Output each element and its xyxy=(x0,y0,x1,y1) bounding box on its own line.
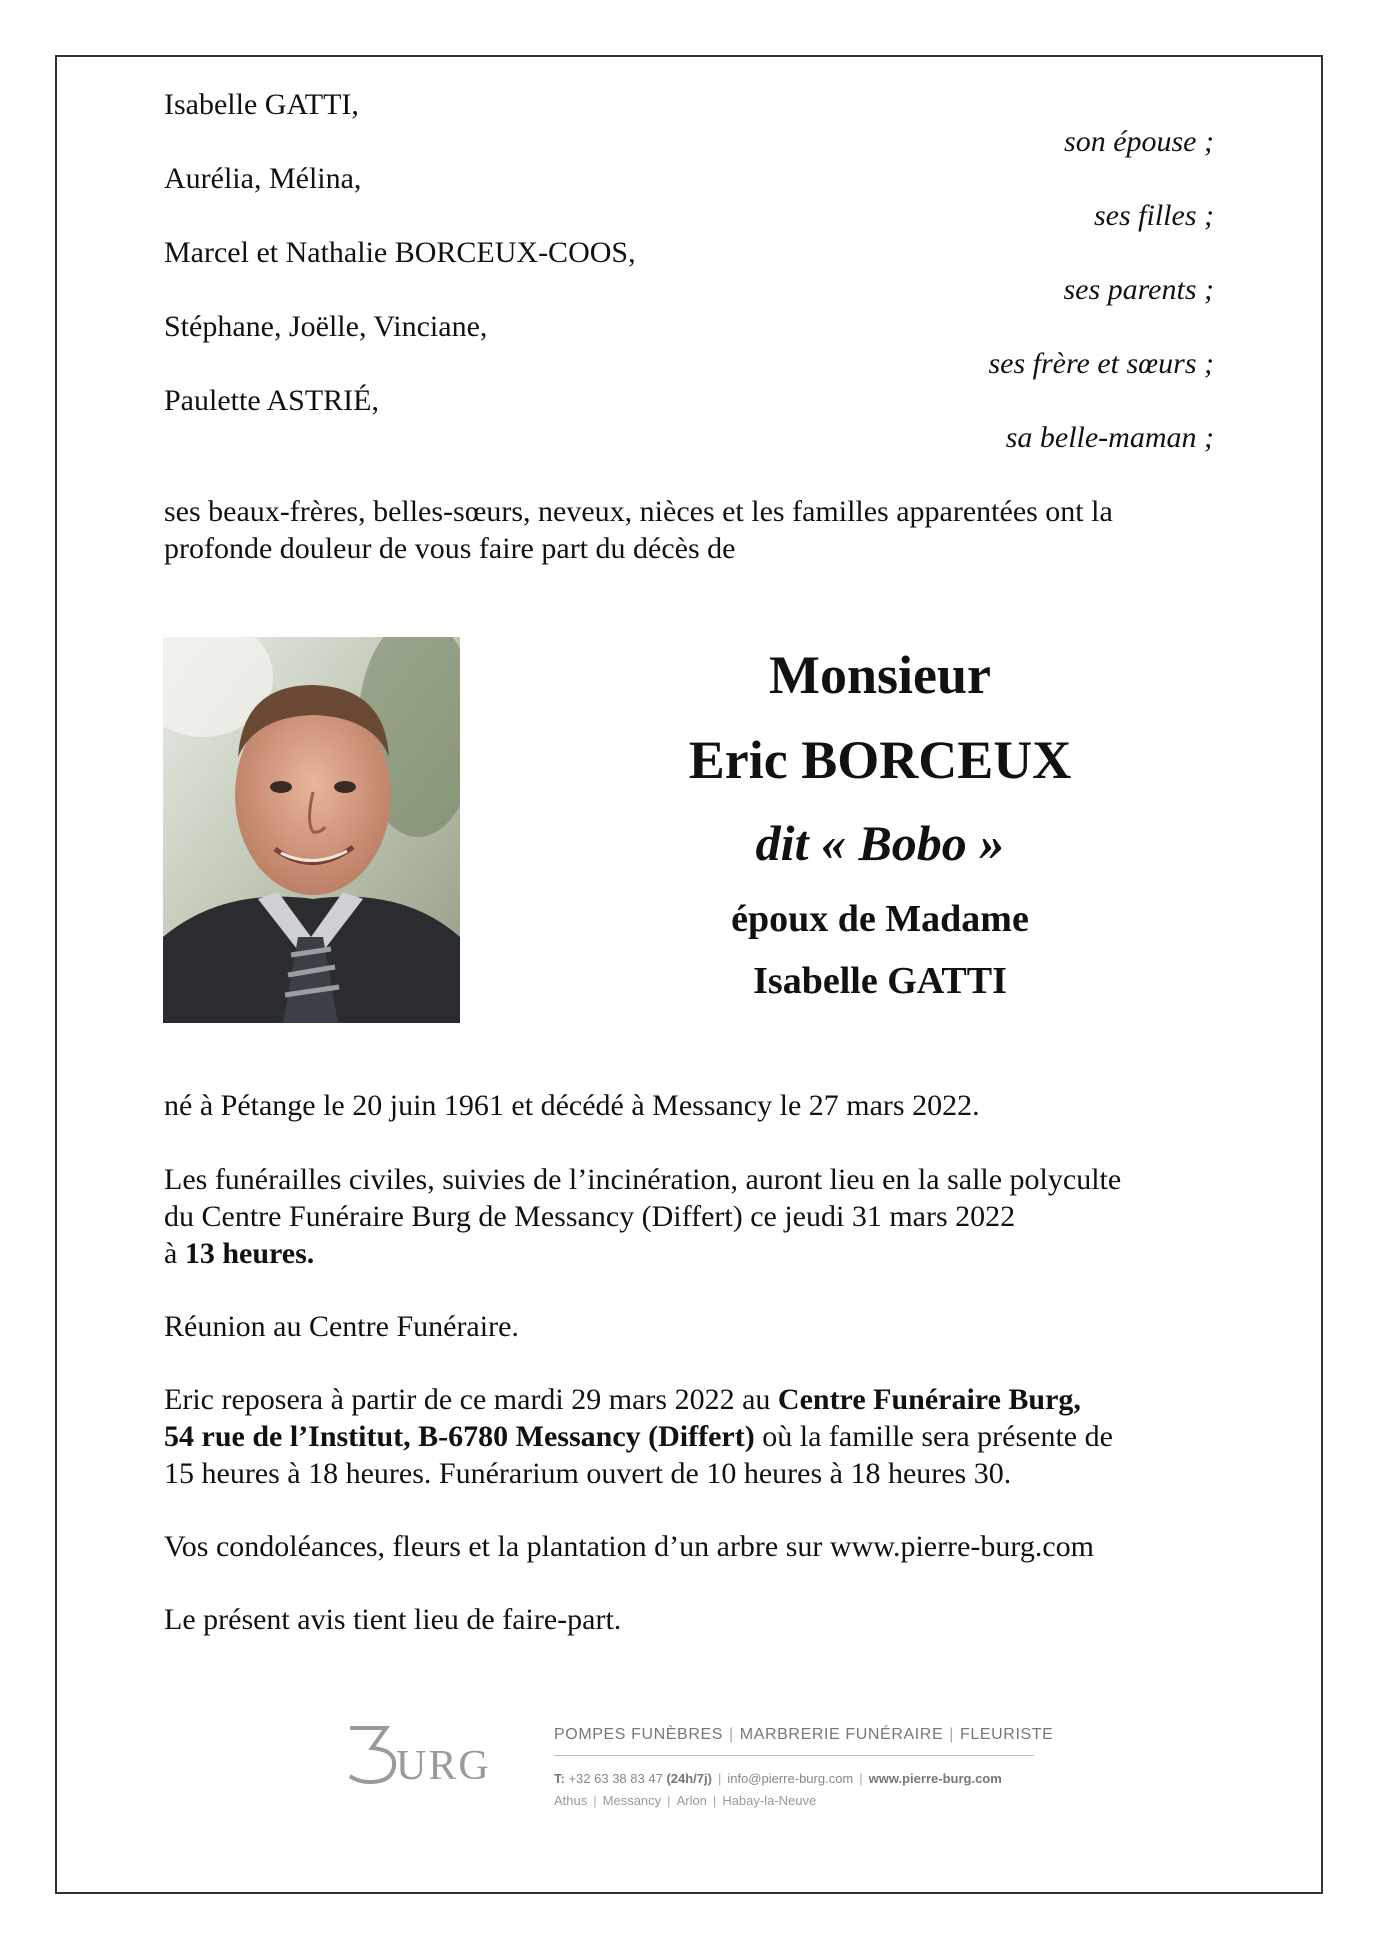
reunion-line: Réunion au Centre Funéraire. xyxy=(164,1310,519,1343)
deceased-name: Eric BORCEUX xyxy=(688,730,1072,790)
intro-line-2: profonde douleur de vous faire part du décès de xyxy=(164,532,736,565)
family-relation-parents: ses parents ; xyxy=(1063,273,1214,306)
footer-divider xyxy=(554,1755,1034,1756)
birth-death-line: né à Pétange le 20 juin 1961 et décédé à Messancy le 27 mars 2022. xyxy=(164,1089,980,1122)
visitation-line-2 xyxy=(164,1418,1113,1455)
town-messancy: Messancy xyxy=(602,1793,662,1808)
family-names-siblings: Stéphane, Joëlle, Vinciane, xyxy=(164,310,488,343)
town-habay: Habay-la-Neuve xyxy=(722,1793,817,1808)
email-link[interactable]: info@pierre-burg.com xyxy=(727,1771,854,1786)
footer-contact: T: +32 63 38 83 47 (24h/7j) | info@pierre-burg.com | www.pierre-burg.com xyxy=(554,1771,1002,1786)
visitation-venue: Centre Funéraire Burg, xyxy=(777,1383,1081,1416)
phone-hours: (24h/7j) xyxy=(666,1771,712,1786)
footer-towns: Athus | Messancy | Arlon | Habay-la-Neuve xyxy=(554,1793,817,1808)
website-link[interactable]: www.pierre-burg.com xyxy=(868,1771,1002,1786)
town-arlon: Arlon xyxy=(676,1793,707,1808)
funeral-time-prefix: à xyxy=(164,1237,185,1270)
funeral-line-1: Les funérailles civiles, suivies de l’incinération, auront lieu en la salle polyculte xyxy=(164,1163,1122,1196)
family-relation-mother-in-law: sa belle-maman ; xyxy=(1005,421,1214,454)
spouse-line-1: époux de Madame xyxy=(731,898,1029,940)
phone-number: +32 63 38 83 47 xyxy=(568,1771,663,1786)
burg-logo xyxy=(348,1724,508,1784)
visitation-address: 54 rue de l’Institut, B-6780 Messancy (Differt) xyxy=(164,1420,755,1453)
funeral-line-3 xyxy=(164,1235,314,1272)
deceased-title: Monsieur xyxy=(769,645,991,705)
family-names-mother-in-law: Paulette ASTRIÉ, xyxy=(164,384,379,417)
service-florist: FLEURISTE xyxy=(960,1726,1054,1743)
funeral-line-2: du Centre Funéraire Burg de Messancy (Differt) ce jeudi 31 mars 2022 xyxy=(164,1200,1016,1233)
service-funeral: POMPES FUNÈBRES xyxy=(554,1726,724,1743)
service-masonry: MARBRERIE FUNÉRAIRE xyxy=(739,1726,944,1743)
visitation-line-1 xyxy=(164,1381,1081,1418)
family-relation-daughters: ses filles ; xyxy=(1094,199,1214,232)
visitation-text-2: où la famille sera présente de xyxy=(754,1420,1113,1453)
visitation-text: Eric reposera à partir de ce mardi 29 mars 2022 au xyxy=(164,1383,778,1416)
family-names-daughters: Aurélia, Mélina, xyxy=(164,162,362,195)
funeral-time: 13 heures. xyxy=(184,1237,315,1270)
intro-line-1: ses beaux-frères, belles-sœurs, neveux, nièces et les familles apparentées ont la xyxy=(164,495,1113,528)
svg-text:URG: URG xyxy=(396,1743,491,1784)
spouse-line-2: Isabelle GATTI xyxy=(753,960,1007,1002)
notice-line: Le présent avis tient lieu de faire-part. xyxy=(164,1603,622,1636)
portrait-photo xyxy=(163,637,460,1023)
family-relation-siblings: ses frère et sœurs ; xyxy=(988,347,1214,380)
town-athus: Athus xyxy=(554,1793,588,1808)
family-relation-spouse: son épouse ; xyxy=(1064,125,1214,158)
burg-logo-mark xyxy=(348,1724,508,1784)
phone-label: T: xyxy=(554,1771,565,1786)
footer-services: POMPES FUNÈBRES | MARBRERIE FUNÉRAIRE | FLEURISTE xyxy=(554,1726,1054,1743)
family-names-parents: Marcel et Nathalie BORCEUX-COOS, xyxy=(164,236,636,269)
portrait-illustration xyxy=(163,637,460,1023)
visitation-line-3: 15 heures à 18 heures. Funérarium ouvert de 10 heures à 18 heures 30. xyxy=(164,1457,1012,1490)
condolences-line: Vos condoléances, fleurs et la plantation d’un arbre sur www.pierre-burg.com xyxy=(164,1530,1094,1563)
family-names-spouse: Isabelle GATTI, xyxy=(164,88,359,121)
deceased-nickname: dit « Bobo » xyxy=(755,815,1005,871)
